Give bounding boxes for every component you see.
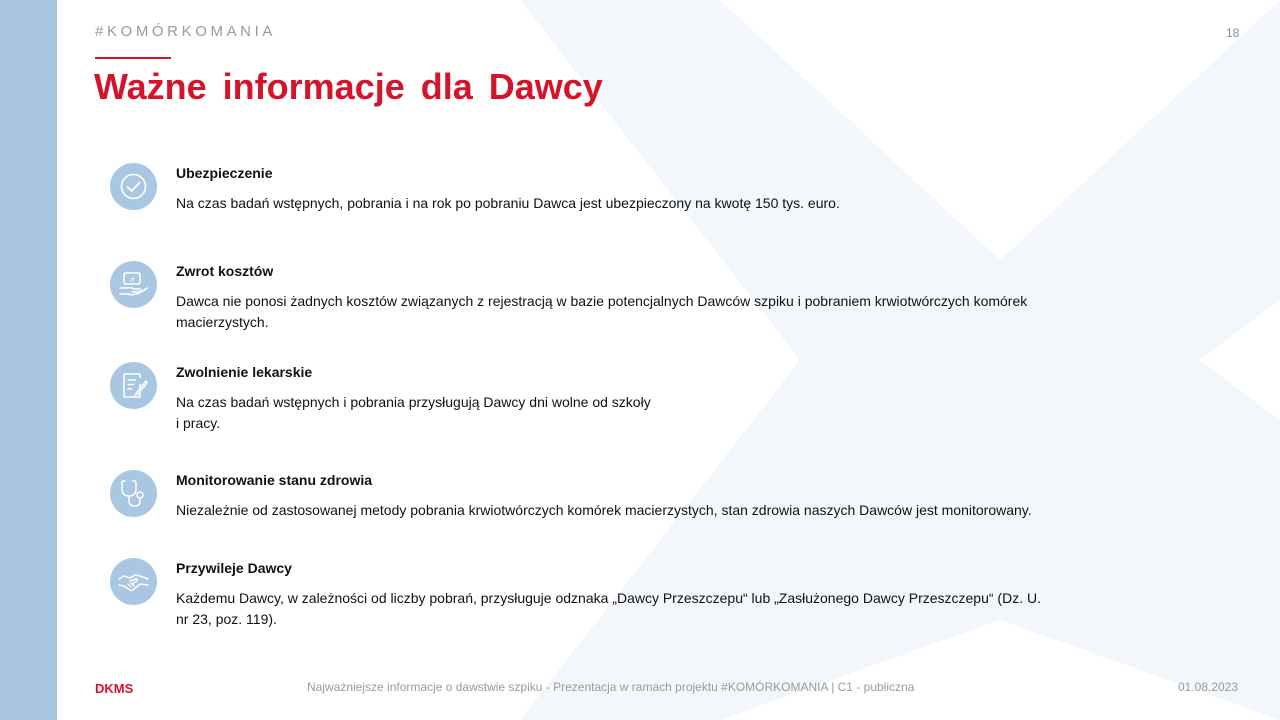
money-hand-icon bbox=[110, 261, 157, 308]
item-text-line: Niezależnie od zastosowanej metody pobrania krwiotwórczych komórek macierzystych, stan zdrowia naszych Dawców jest monitorowany. bbox=[176, 502, 1032, 518]
item-heading: Monitorowanie stanu zdrowia bbox=[176, 472, 373, 488]
document-edit-icon bbox=[110, 362, 157, 409]
stethoscope-icon bbox=[110, 470, 157, 517]
item-heading: Ubezpieczenie bbox=[176, 165, 273, 181]
handshake-icon bbox=[110, 558, 157, 605]
item-text bbox=[176, 193, 840, 214]
hashtag-label: #KOMÓRKOMANIA bbox=[95, 23, 276, 40]
svg-text:zł: zł bbox=[129, 276, 135, 284]
page-title: Ważne informacje dla Dawcy bbox=[94, 66, 603, 107]
dkms-logo: DKMS bbox=[95, 681, 134, 696]
item-text bbox=[176, 291, 1027, 333]
item-heading: Zwolnienie lekarskie bbox=[176, 364, 313, 380]
item-text-line: nr 23, poz. 119). bbox=[176, 611, 277, 627]
item-text bbox=[176, 588, 1041, 630]
item-text bbox=[176, 392, 651, 434]
page-number: 18 bbox=[1226, 26, 1240, 40]
item-heading: Przywileje Dawcy bbox=[176, 560, 292, 576]
title-rule bbox=[95, 57, 171, 59]
checkmark-icon bbox=[110, 163, 157, 210]
footer-date: 01.08.2023 bbox=[1178, 680, 1239, 694]
item-text bbox=[176, 500, 1032, 521]
item-heading: Zwrot kosztów bbox=[176, 263, 274, 279]
item-text-line: macierzystych. bbox=[176, 314, 269, 330]
item-text-line: Dawca nie ponosi żadnych kosztów związanych z rejestracją w bazie potencjalnych Dawców szpiku i pobraniem krwiotwórczych komórek bbox=[176, 293, 1028, 309]
item-text-line: Każdemu Dawcy, w zależności od liczby pobrań, przysługuje odznaka „Dawcy Przeszczepu“ lub „Zasłużonego Dawcy Przeszczepu“ (Dz. U. bbox=[176, 590, 1041, 606]
item-text-line: Na czas badań wstępnych, pobrania i na rok po pobraniu Dawca jest ubezpieczony na kwotę 150 tys. euro. bbox=[176, 195, 840, 211]
item-text-line: Na czas badań wstępnych i pobrania przysługują Dawcy dni wolne od szkoły bbox=[176, 394, 651, 410]
footer-text: Najważniejsze informacje o dawstwie szpiku - Prezentacja w ramach projektu #KOMÓRKOMANIA | C1 - publiczna bbox=[307, 680, 915, 694]
item-text-line: i pracy. bbox=[176, 415, 221, 431]
